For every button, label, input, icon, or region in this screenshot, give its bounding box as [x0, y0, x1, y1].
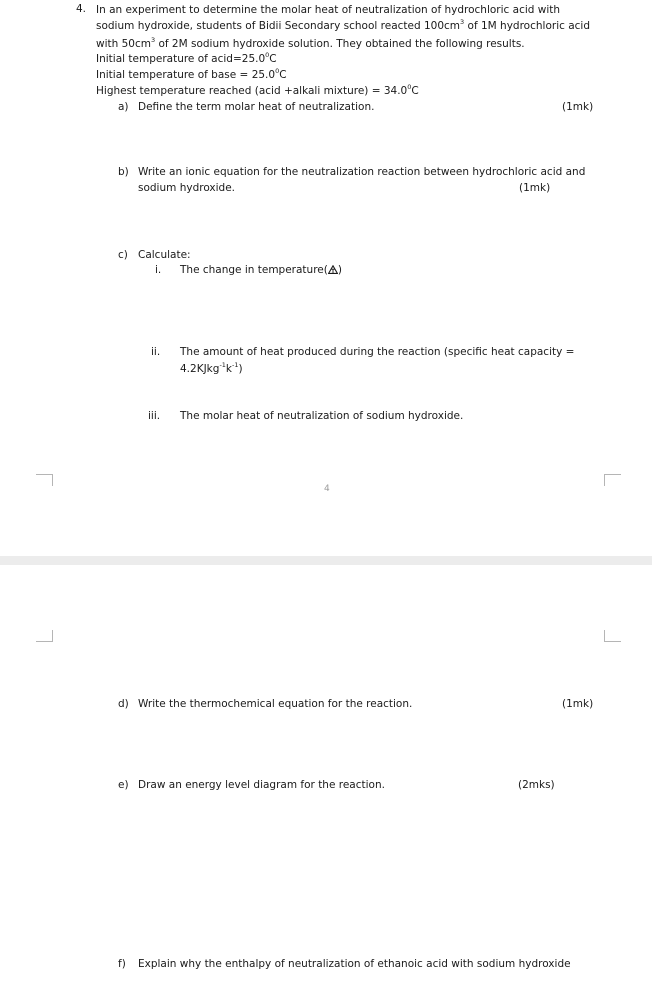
page-number: 4 — [324, 484, 330, 494]
part-c-iii-text: The molar heat of neutralization of sodium hydroxide. — [180, 410, 464, 422]
question-intro-line-3: with $50cm^3$ of 2M sodium hydroxide solution. They obtained the following results. — [96, 35, 525, 50]
part-d-text: Write the thermochemical equation for the reaction. — [138, 698, 413, 710]
part-c-ii-line-2: $4.2KJkg^{-1}k^{-1}$) — [180, 360, 243, 375]
initial-temperature-base: Initial temperature of base = $25.0^0C$ — [96, 66, 287, 81]
part-d-label: d) — [118, 698, 129, 710]
part-c-i-label: i. — [155, 264, 162, 276]
part-c-ii-label: ii. — [151, 346, 161, 358]
part-b-line-1: Write an ionic equation for the neutralization reaction between hydrochloric acid and — [138, 166, 586, 178]
part-b-line-2: sodium hydroxide. — [138, 182, 236, 194]
part-b-label: b) — [118, 166, 129, 178]
part-a-marks: (1mk) — [562, 101, 594, 113]
question-number: 4. — [76, 3, 87, 15]
part-a-label: a) — [118, 101, 129, 113]
part-e-text: Draw an energy level diagram for the reaction. — [138, 779, 385, 791]
part-f-label: f) — [118, 958, 126, 970]
part-c-iii-label: iii. — [148, 410, 161, 422]
document-page-2 — [0, 565, 652, 993]
question-intro-line-1: In an experiment to determine the molar heat of neutralization of hydrochloric acid with — [96, 4, 561, 16]
part-b-marks: (1mk) — [519, 182, 551, 194]
part-c-ii-line-1: The amount of heat produced during the reaction (specific heat capacity = — [180, 346, 575, 358]
part-c-i-text: The change in temperature( ) — [180, 264, 342, 276]
crop-mark-bottom-left — [36, 474, 53, 486]
crop-mark-bottom-right — [604, 474, 621, 486]
delta-t-symbol-icon — [328, 265, 338, 274]
page-separator — [0, 556, 652, 565]
part-f-text: Explain why the enthalpy of neutralization of ethanoic acid with sodium hydroxide — [138, 958, 571, 970]
part-c-text: Calculate: — [138, 249, 191, 261]
part-c-label: c) — [118, 249, 128, 261]
crop-mark-top-left — [36, 630, 53, 642]
part-d-marks: (1mk) — [562, 698, 594, 710]
initial-temperature-acid: Initial temperature of $acid=25.0^0C$ — [96, 50, 277, 65]
highest-temperature: Highest temperature reached (acid +alkali mixture) = $34.0^0C$ — [96, 82, 419, 97]
part-e-label: e) — [118, 779, 129, 791]
part-a-text: Define the term molar heat of neutralization. — [138, 101, 375, 113]
part-e-marks: (2mks) — [518, 779, 555, 791]
crop-mark-top-right — [604, 630, 621, 642]
question-intro-line-2: sodium hydroxide, students of Bidii Secondary school reacted $100cm^3$ of 1M hydrochloric acid — [96, 17, 591, 32]
